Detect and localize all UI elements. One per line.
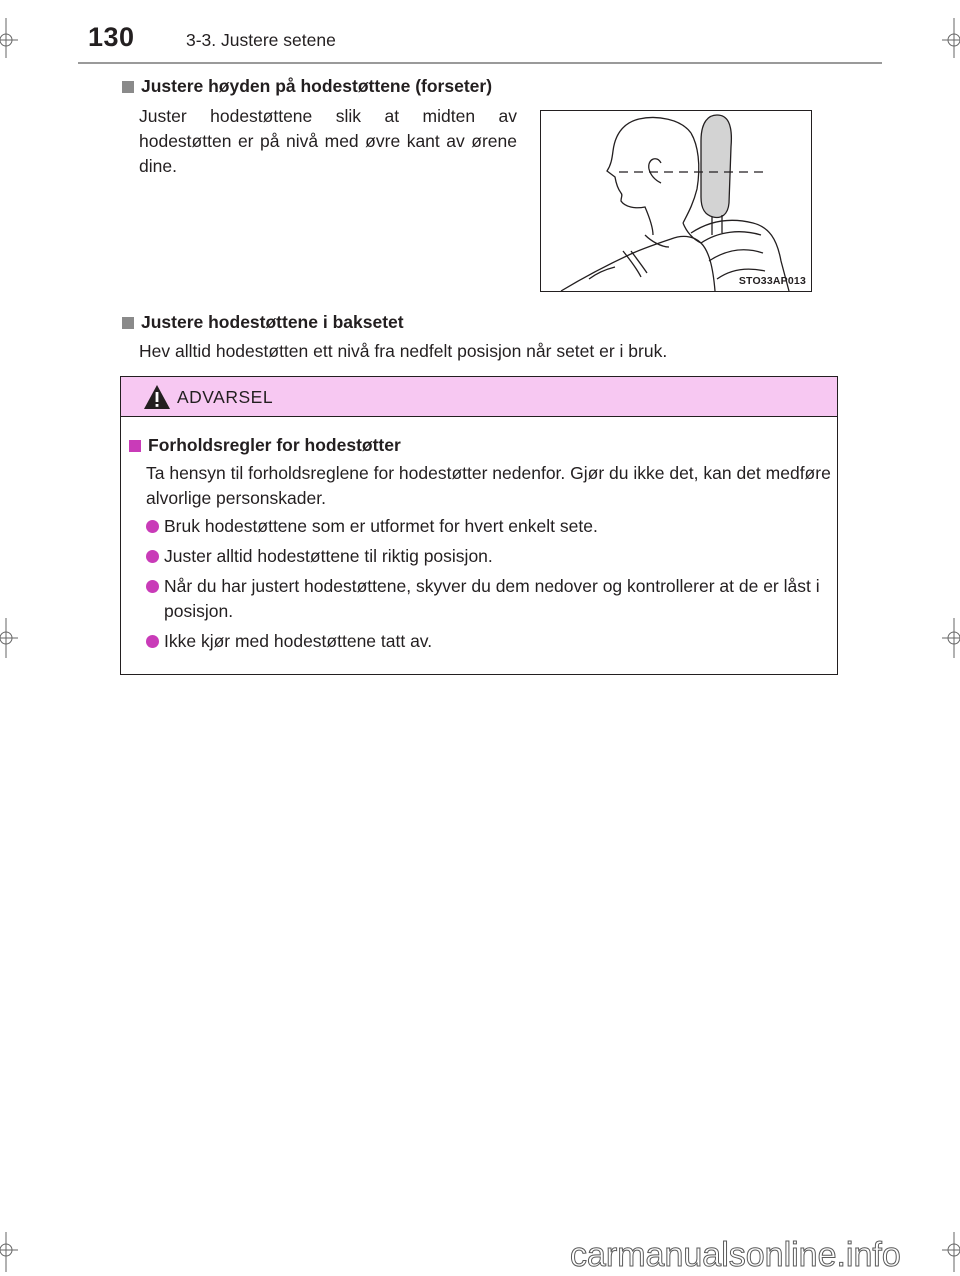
warning-bullet (146, 544, 836, 569)
bullet-dot-icon (146, 580, 159, 593)
warning-bullet (146, 574, 836, 624)
warning-bullet (146, 514, 836, 539)
head-and-headrest-drawing (541, 111, 811, 291)
warning-heading (129, 435, 401, 456)
bullet-dot-icon (146, 635, 159, 648)
warning-label: ADVARSEL (177, 387, 274, 407)
crop-mark-bottom-left (0, 1232, 24, 1272)
warning-triangle-icon (143, 384, 171, 410)
square-bullet-icon (129, 440, 141, 452)
square-bullet-icon (122, 317, 134, 329)
figure-code: STO33AP013 (738, 275, 806, 287)
warning-bullet (146, 629, 836, 654)
front-heading-text: Justere høyden på hodestøttene (forseter) (141, 76, 493, 96)
warning-bullet-text: Ikke kjør med hodestøttene tatt av. (164, 631, 433, 651)
warning-bullet-text: Bruk hodestøttene som er utformet for hvert enkelt sete. (164, 516, 598, 536)
warning-bullet-text: Juster alltid hodestøttene til riktig posisjon. (164, 546, 493, 566)
warning-heading-text: Forholdsregler for hodestøtter (148, 435, 401, 455)
square-bullet-icon (122, 81, 134, 93)
bullet-dot-icon (146, 520, 159, 533)
front-instruction: Juster hodestøttene slik at midten av hodestøtten er på nivå med øvre kant av ørene dine. (139, 106, 517, 176)
bullet-dot-icon (146, 550, 159, 563)
rear-heading-text: Justere hodestøttene i baksetet (141, 312, 404, 332)
header-rule (78, 62, 882, 64)
warning-intro: Ta hensyn til forholdsreglene for hodestøtter nedenfor. Gjør du ikke det, kan det medføre alvorlige personskader. (146, 463, 831, 508)
crop-mark-mid-left (0, 618, 24, 658)
section-title: 3-3. Justere setene (186, 30, 336, 50)
front-heading (122, 76, 492, 97)
warning-box (120, 376, 838, 675)
crop-mark-mid-right (936, 618, 960, 658)
rear-heading (122, 312, 404, 333)
crop-mark-top-right (936, 18, 960, 58)
watermark (570, 1232, 948, 1276)
headrest-illustration (540, 110, 812, 292)
rear-instruction: Hev alltid hodestøtten ett nivå fra nedfelt posisjon når setet er i bruk. (139, 341, 668, 361)
warning-bullet-text: Når du har justert hodestøttene, skyver du dem nedover og kontrollerer at de er låst i posisjon. (164, 576, 820, 621)
page-number: 130 (88, 22, 135, 52)
watermark-text: carmanualsonline.info (570, 1236, 901, 1274)
crop-mark-top-left (0, 18, 24, 58)
warning-header (121, 377, 837, 417)
